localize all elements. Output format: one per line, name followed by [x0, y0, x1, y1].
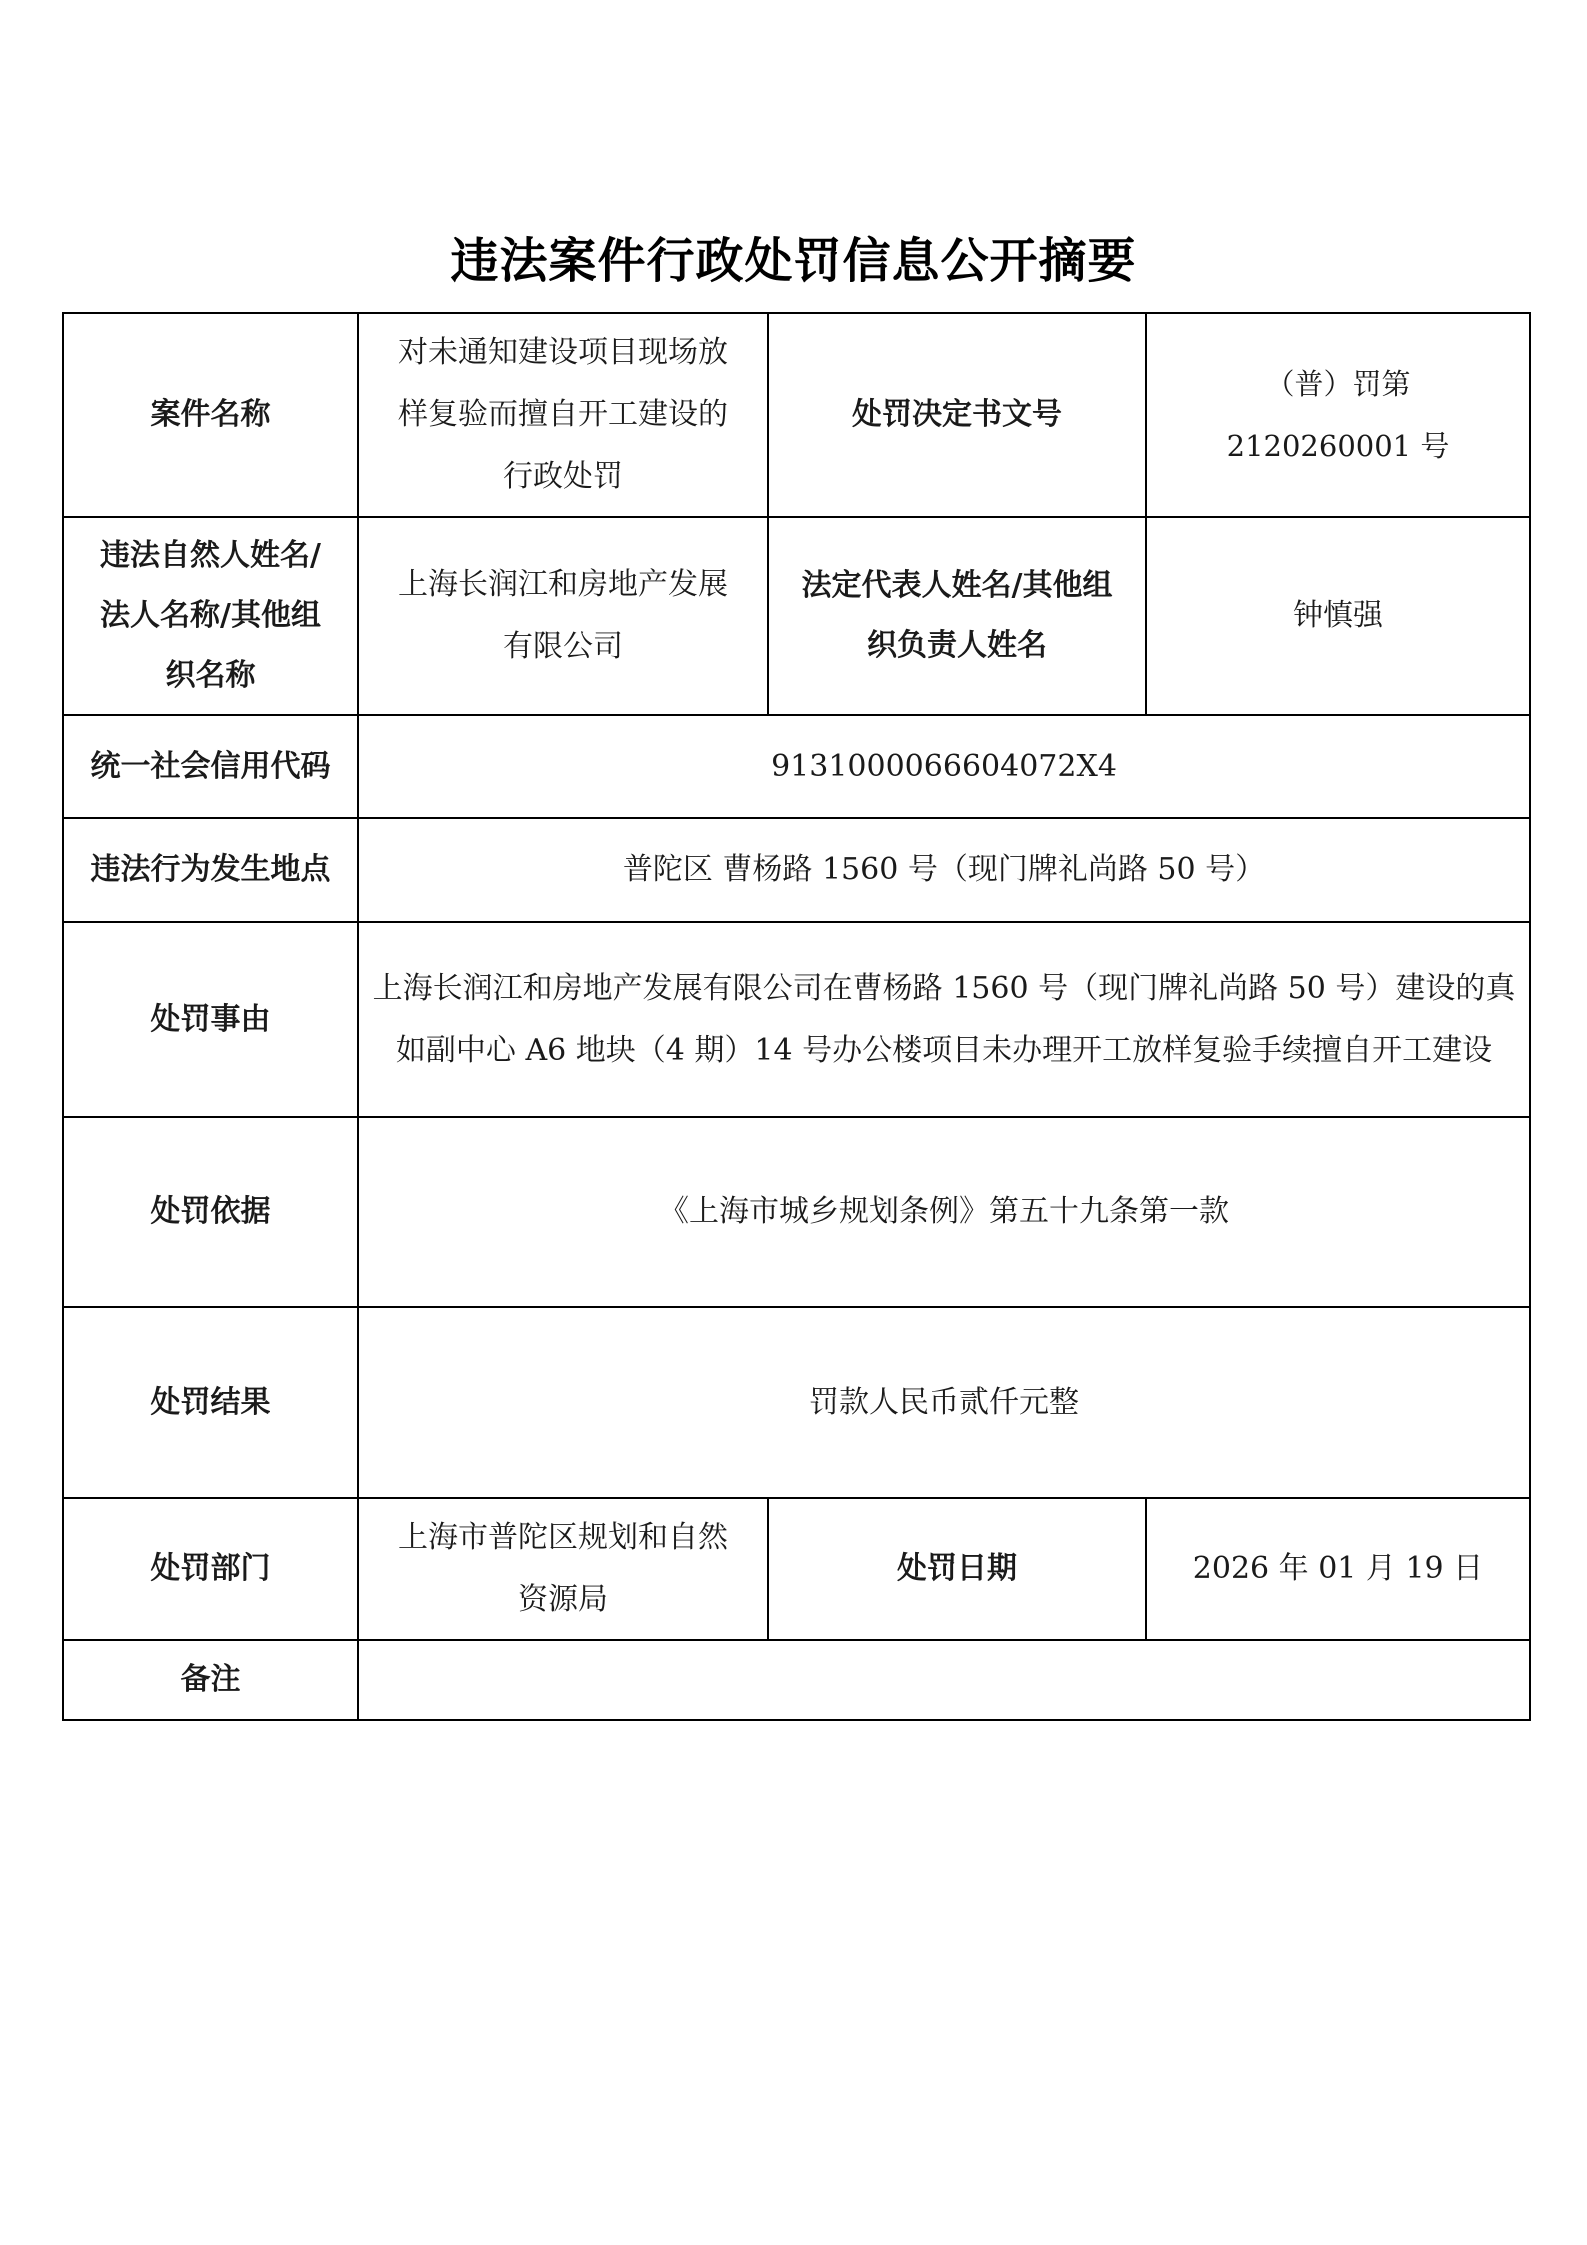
- row-basis: [63, 1117, 1530, 1307]
- offender-value: 上海长润江和房地产发展有限公司: [358, 517, 768, 715]
- department-value: 上海市普陀区规划和自然资源局: [358, 1498, 768, 1640]
- decision-no-label: 处罚决定书文号: [768, 313, 1146, 517]
- page-title: 违法案件行政处罚信息公开摘要: [450, 233, 1137, 289]
- result-value: 罚款人民币贰仟元整: [358, 1307, 1530, 1498]
- offender-label: 违法自然人姓名/法人名称/其他组织名称: [63, 517, 358, 715]
- remarks-value: [358, 1640, 1530, 1720]
- penalty-summary-table: [62, 312, 1531, 1721]
- credit-code-label: 统一社会信用代码: [63, 715, 358, 818]
- legal-rep-value: 钟慎强: [1146, 517, 1530, 715]
- reason-value: 上海长润江和房地产发展有限公司在曹杨路 1560 号（现门牌礼尚路 50 号）建设的真如副中心 A6 地块（4 期）14 号办公楼项目未办理开工放样复验手续擅自开工建设: [358, 922, 1530, 1117]
- row-remarks: [63, 1640, 1530, 1720]
- row-offender: [63, 517, 1530, 715]
- department-label: 处罚部门: [63, 1498, 358, 1640]
- basis-label: 处罚依据: [63, 1117, 358, 1307]
- date-label: 处罚日期: [768, 1498, 1146, 1640]
- row-location: [63, 818, 1530, 922]
- date-value: 2026 年 01 月 19 日: [1146, 1498, 1530, 1640]
- result-label: 处罚结果: [63, 1307, 358, 1498]
- basis-value: 《上海市城乡规划条例》第五十九条第一款: [358, 1117, 1530, 1307]
- case-name-value: 对未通知建设项目现场放样复验而擅自开工建设的行政处罚: [358, 313, 768, 517]
- case-name-label: 案件名称: [63, 313, 358, 517]
- legal-rep-label: 法定代表人姓名/其他组织负责人姓名: [768, 517, 1146, 715]
- row-reason: [63, 922, 1530, 1117]
- location-label: 违法行为发生地点: [63, 818, 358, 922]
- credit-code-value: 9131000066604072X4: [358, 715, 1530, 818]
- remarks-label: 备注: [63, 1640, 358, 1720]
- row-case-name: [63, 313, 1530, 517]
- location-value: 普陀区 曹杨路 1560 号（现门牌礼尚路 50 号）: [358, 818, 1530, 922]
- row-result: [63, 1307, 1530, 1498]
- decision-no-value: （普）罚第 2120260001 号: [1146, 313, 1530, 517]
- reason-label: 处罚事由: [63, 922, 358, 1117]
- row-credit-code: [63, 715, 1530, 818]
- row-department: [63, 1498, 1530, 1640]
